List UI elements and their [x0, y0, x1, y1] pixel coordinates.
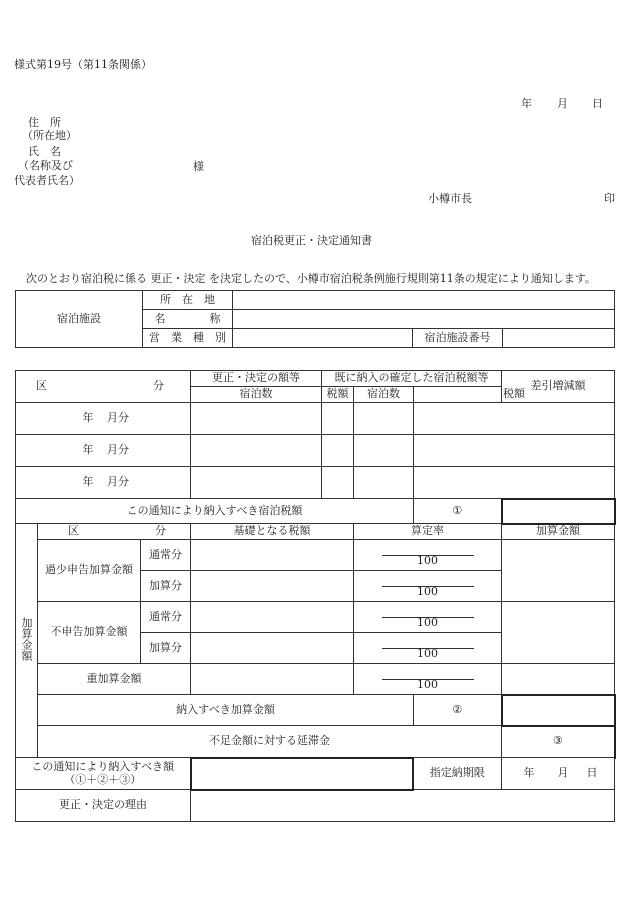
total-label-line2: （①＋②＋③）	[64, 772, 142, 786]
facility-name-value[interactable]	[233, 310, 615, 329]
name-label: 氏 名	[28, 145, 61, 158]
penalty-side-label	[16, 524, 38, 758]
mayor-label: 小樽市長	[428, 192, 472, 205]
circle-2: ②	[414, 695, 502, 726]
month-row-year: 年	[82, 475, 94, 489]
confirmed-tax-header: 税額	[414, 387, 615, 403]
total-amount-box[interactable]	[191, 758, 413, 790]
month-row-label	[16, 435, 191, 467]
delinquency-label: 不足金額に対する延滞金	[38, 726, 502, 758]
no-report-amount[interactable]	[502, 602, 615, 664]
circle-1: ①	[414, 499, 502, 524]
facility-location-value[interactable]	[233, 291, 615, 310]
month-row-month: 月分	[107, 411, 129, 425]
month-row-label	[16, 467, 191, 499]
tax-due-amount-box[interactable]	[502, 499, 615, 524]
no-report-extra-base[interactable]	[191, 633, 354, 664]
penalty-division-b: 分	[155, 524, 166, 538]
under-report-label: 過少申告加算金額	[38, 540, 141, 602]
no-report-normal-base[interactable]	[191, 602, 354, 633]
rate-denominator: 100	[417, 554, 438, 567]
under-report-normal-label: 通常分	[141, 540, 191, 571]
under-report-normal-rate[interactable]	[354, 540, 502, 571]
total-label-line1: この通知により納入すべき額	[31, 759, 175, 773]
confirmed-tax-cell[interactable]	[414, 403, 615, 435]
tax-due-label: この通知により納入すべき宿泊税額	[16, 499, 414, 524]
confirmed-nights-cell[interactable]	[354, 467, 414, 499]
division-header-b: 分	[153, 379, 164, 393]
rate-denominator: 100	[417, 616, 438, 629]
heavy-penalty-rate[interactable]	[354, 664, 502, 695]
business-type-label: 営 業 種 別	[143, 329, 233, 348]
under-report-normal-base[interactable]	[191, 540, 354, 571]
month-row-label	[16, 403, 191, 435]
under-report-extra-base[interactable]	[191, 571, 354, 602]
facility-number-value[interactable]	[503, 329, 615, 348]
heavy-penalty-amount[interactable]	[502, 664, 615, 695]
confirmed-tax-cell[interactable]	[414, 435, 615, 467]
division-header-k: 区	[36, 379, 47, 393]
rate-denominator: 100	[417, 585, 438, 598]
facility-label: 宿泊施設	[16, 291, 143, 348]
date-year: 年	[521, 97, 532, 110]
correction-nights-cell[interactable]	[191, 467, 322, 499]
no-report-extra-rate[interactable]	[354, 633, 502, 664]
under-report-amount[interactable]	[502, 540, 615, 602]
confirmed-header: 既に納入の確定した宿泊税額等	[322, 371, 502, 387]
no-report-label: 不申告加算金額	[38, 602, 141, 664]
correction-tax-header: 税額	[322, 387, 354, 403]
correction-nights-cell[interactable]	[191, 403, 322, 435]
month-row-month: 月分	[107, 443, 129, 457]
name-sub-label-1: （名称及び	[18, 159, 73, 172]
under-report-extra-rate[interactable]	[354, 571, 502, 602]
rate-denominator: 100	[417, 678, 438, 691]
correction-nights-header: 宿泊数	[191, 387, 322, 403]
correction-nights-cell[interactable]	[191, 435, 322, 467]
heavy-penalty-label: 重加算金額	[38, 664, 191, 695]
facility-number-label: 宿泊施設番号	[413, 329, 503, 348]
penalty-amount-header: 加算金額	[502, 524, 615, 540]
seal-mark: 印	[604, 192, 615, 205]
total-label	[16, 758, 191, 790]
correction-tax-cell[interactable]	[322, 403, 354, 435]
facility-location-label: 所 在 地	[143, 291, 233, 310]
deadline-year: 年	[523, 766, 535, 780]
heavy-penalty-base[interactable]	[191, 664, 354, 695]
deadline-day: 日	[586, 766, 598, 780]
facility-name-label: 名 称	[143, 310, 233, 329]
no-report-normal-rate[interactable]	[354, 602, 502, 633]
deadline-date[interactable]	[502, 758, 615, 790]
address-label: 住 所	[28, 116, 61, 129]
month-row-year: 年	[82, 411, 94, 425]
confirmed-nights-cell[interactable]	[354, 435, 414, 467]
penalty-division-header	[38, 524, 191, 540]
business-type-value[interactable]	[233, 329, 413, 348]
no-report-extra-label: 加算分	[141, 633, 191, 664]
form-number: 様式第19号（第11条関係）	[14, 58, 152, 71]
base-tax-header: 基礎となる税額	[191, 524, 354, 540]
circle-3: ③	[502, 726, 615, 758]
reason-value[interactable]	[191, 790, 615, 822]
deadline-month: 月	[557, 766, 569, 780]
diff-header: 差引増減額	[502, 371, 615, 403]
correction-header: 更正・決定の額等	[191, 371, 322, 387]
division-header	[16, 371, 191, 403]
facility-table	[15, 290, 615, 348]
penalty-side-text: 加算金額	[20, 616, 33, 661]
address-sub-label: （所在地）	[22, 129, 77, 142]
correction-tax-cell[interactable]	[322, 467, 354, 499]
deadline-label: 指定納期限	[413, 758, 502, 790]
month-row-month: 月分	[107, 475, 129, 489]
main-table	[15, 370, 616, 822]
penalty-division-k: 区	[68, 524, 79, 538]
no-report-normal-label: 通常分	[141, 602, 191, 633]
date-month: 月	[557, 97, 568, 110]
under-report-extra-label: 加算分	[141, 571, 191, 602]
confirmed-nights-cell[interactable]	[354, 403, 414, 435]
confirmed-nights-header: 宿泊数	[354, 387, 414, 403]
document-title: 宿泊税更正・決定通知書	[251, 234, 372, 247]
name-sub-label-2: 代表者氏名）	[14, 174, 80, 187]
intro-text: 次のとおり宿泊税に係る 更正・決定 を決定したので、小樽市宿泊税条例施行規則第11条の規定により通知します。	[26, 272, 596, 285]
date-day: 日	[592, 97, 603, 110]
honorific: 様	[193, 160, 204, 173]
confirmed-tax-cell[interactable]	[414, 467, 615, 499]
rate-header: 算定率	[354, 524, 502, 540]
penalty-total-box[interactable]	[502, 695, 615, 726]
penalty-total-label: 納入すべき加算金額	[38, 695, 414, 726]
correction-tax-cell[interactable]	[322, 435, 354, 467]
rate-denominator: 100	[417, 647, 438, 660]
month-row-year: 年	[82, 443, 94, 457]
reason-label: 更正・決定の理由	[16, 790, 191, 822]
